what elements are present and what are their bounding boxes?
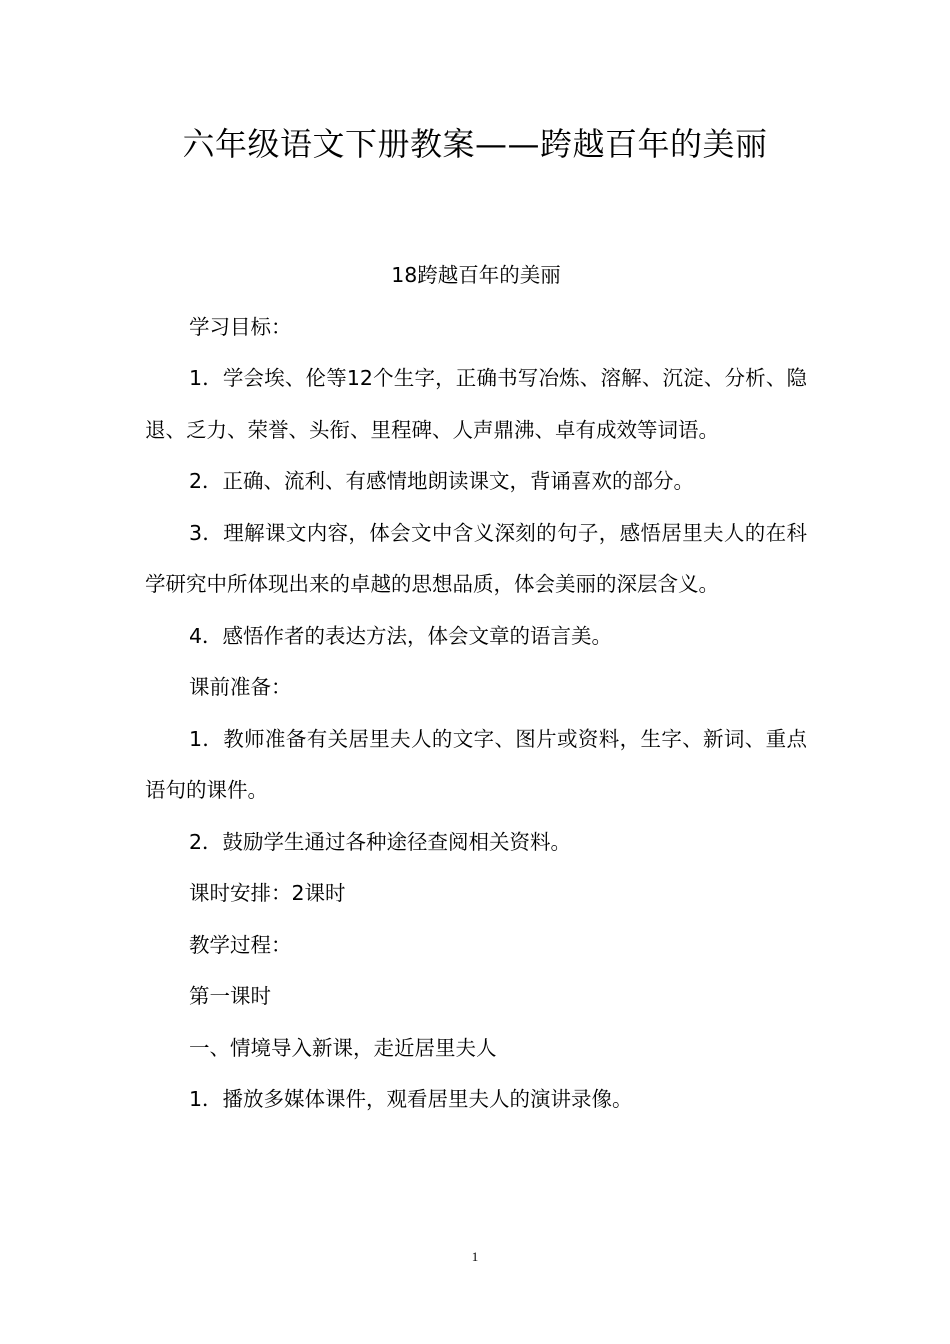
- paragraph-goal-2: 2．正确、流利、有感情地朗读课文，背诵喜欢的部分。: [189, 469, 695, 493]
- paragraph-learning-goals-heading: 学习目标：: [189, 314, 292, 339]
- paragraph-preparation-1: 1．教师准备有关居里夫人的文字、图片或资料，生字、新词、重点语句的课件。: [145, 726, 807, 802]
- paragraph-goal-3: 3．理解课文内容，体会文中含义深刻的句子，感悟居里夫人的在科学研究中所体现出来的卓越的思想品质，体会美丽的深层含义。: [145, 520, 807, 596]
- paragraph-section-1: 一、情境导入新课，走近居里夫人: [189, 1035, 497, 1060]
- page-number: 1: [471, 1249, 479, 1264]
- paragraph-process-heading: 教学过程：: [189, 932, 292, 957]
- paragraph-step-1: 1．播放多媒体课件，观看居里夫人的演讲录像。: [189, 1087, 633, 1111]
- paragraph-preparation-2: 2．鼓励学生通过各种途径查阅相关资料。: [189, 829, 572, 854]
- paragraph-preparation-heading: 课前准备：: [189, 675, 292, 699]
- paragraph-schedule: 课时安排：2课时: [189, 881, 346, 905]
- document-body: [145, 250, 807, 1126]
- paragraph-first-lesson: 第一课时: [189, 984, 271, 1008]
- paragraph-goal-4: 4．感悟作者的表达方法，体会文章的语言美。: [189, 623, 613, 648]
- lesson-title: 18跨越百年的美丽: [391, 263, 561, 287]
- paragraph-goal-1: 1．学会埃、伦等12个生字，正确书写冶炼、溶解、沉淀、分析、隐退、乏力、荣誉、头衔、里程碑、人声鼎沸、卓有成效等词语。: [145, 366, 807, 442]
- document-title: 六年级语文下册教案——跨越百年的美丽: [182, 125, 768, 163]
